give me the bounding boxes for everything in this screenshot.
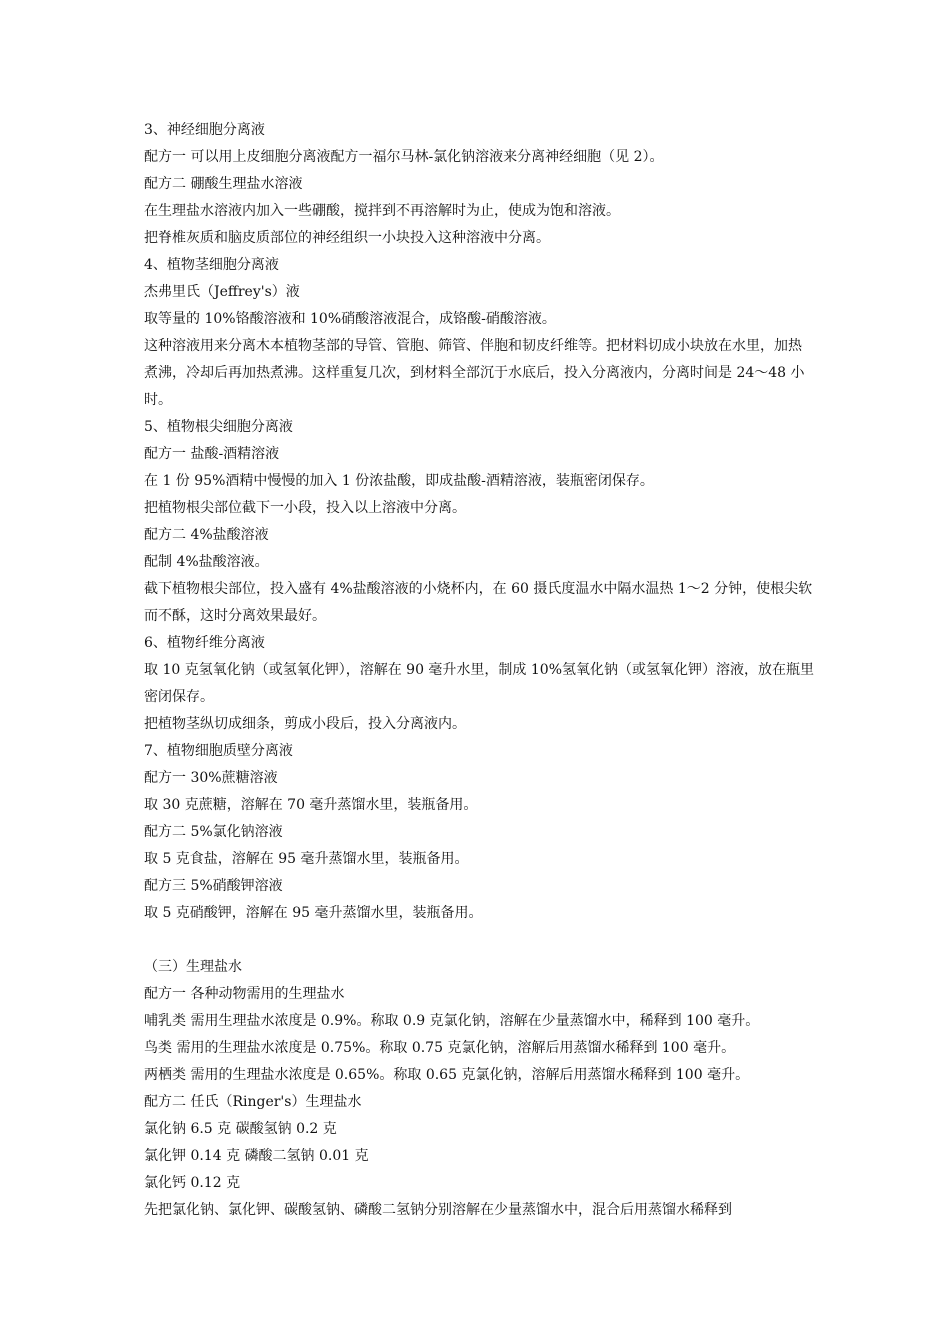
paragraph: 配方一 可以用上皮细胞分离液配方一福尔马林-氯化钠溶液来分离神经细胞（见 2）。 bbox=[144, 149, 664, 165]
section-heading-plant-fiber: 6、植物纤维分离液 bbox=[144, 635, 265, 651]
paragraph: 在 1 份 95%酒精中慢慢的加入 1 份浓盐酸，即成盐酸-酒精溶液，装瓶密闭保存。 bbox=[144, 473, 654, 489]
formula-heading: 配方二 5%氯化钠溶液 bbox=[144, 824, 283, 840]
paragraph: 配制 4%盐酸溶液。 bbox=[144, 554, 269, 570]
paragraph: 把脊椎灰质和脑皮质部位的神经组织一小块投入这种溶液中分离。 bbox=[144, 230, 550, 246]
formula-heading: 配方一 各种动物需用的生理盐水 bbox=[144, 986, 345, 1002]
section-heading-nerve-cell: 3、神经细胞分离液 bbox=[144, 122, 265, 138]
formula-heading: 配方二 任氏（Ringer's）生理盐水 bbox=[144, 1094, 362, 1110]
paragraph: 鸟类 需用的生理盐水浓度是 0.75%。称取 0.75 克氯化钠，溶解后用蒸馏水稀释到 100 毫升。 bbox=[144, 1040, 736, 1056]
section-heading-root-tip: 5、植物根尖细胞分离液 bbox=[144, 419, 293, 435]
formula-heading: 配方三 5%硝酸钾溶液 bbox=[144, 878, 283, 894]
document-body bbox=[144, 117, 814, 1224]
formula-heading: 配方一 盐酸-酒精溶液 bbox=[144, 446, 280, 462]
formula-heading: 配方二 硼酸生理盐水溶液 bbox=[144, 176, 303, 192]
paragraph: 在生理盐水溶液内加入一些硼酸，搅拌到不再溶解时为止，使成为饱和溶液。 bbox=[144, 203, 620, 219]
ingredient-line: 氯化钙 0.12 克 bbox=[144, 1175, 241, 1191]
section-heading-saline: （三）生理盐水 bbox=[144, 959, 242, 975]
paragraph: 把植物根尖部位截下一小段，投入以上溶液中分离。 bbox=[144, 500, 466, 516]
paragraph: 取 30 克蔗糖，溶解在 70 毫升蒸馏水里，装瓶备用。 bbox=[144, 797, 478, 813]
paragraph: 这种溶液用来分离木本植物茎部的导管、管胞、筛管、伴胞和韧皮纤维等。把材料切成小块放在水里，加热煮沸，冷却后再加热煮沸。这样重复几次，到材料全部沉于水底后，投入分离液内，分离时间是 24～48 小时。 bbox=[144, 338, 805, 408]
paragraph: 先把氯化钠、氯化钾、碳酸氢钠、磷酸二氢钠分别溶解在少量蒸馏水中，混合后用蒸馏水稀释到 bbox=[144, 1202, 732, 1218]
section-heading-stem-cell: 4、植物茎细胞分离液 bbox=[144, 257, 279, 273]
paragraph: 取 5 克硝酸钾，溶解在 95 毫升蒸馏水里，装瓶备用。 bbox=[144, 905, 483, 921]
formula-heading: 杰弗里氏（Jeffrey's）液 bbox=[144, 284, 300, 300]
ingredient-line: 氯化钠 6.5 克 碳酸氢钠 0.2 克 bbox=[144, 1121, 337, 1137]
paragraph: 哺乳类 需用生理盐水浓度是 0.9%。称取 0.9 克氯化钠，溶解在少量蒸馏水中，稀释到 100 毫升。 bbox=[144, 1013, 760, 1029]
paragraph: 两栖类 需用的生理盐水浓度是 0.65%。称取 0.65 克氯化钠，溶解后用蒸馏水稀释到 100 毫升。 bbox=[144, 1067, 750, 1083]
ingredient-line: 氯化钾 0.14 克 磷酸二氢钠 0.01 克 bbox=[144, 1148, 369, 1164]
paragraph: 取 5 克食盐，溶解在 95 毫升蒸馏水里，装瓶备用。 bbox=[144, 851, 469, 867]
formula-heading: 配方二 4%盐酸溶液 bbox=[144, 527, 269, 543]
paragraph: 把植物茎纵切成细条，剪成小段后，投入分离液内。 bbox=[144, 716, 466, 732]
paragraph: 取 10 克氢氧化钠（或氢氧化钾），溶解在 90 毫升水里，制成 10%氢氧化钠（或氢氧化钾）溶液，放在瓶里密闭保存。 bbox=[144, 662, 814, 705]
formula-heading: 配方一 30%蔗糖溶液 bbox=[144, 770, 278, 786]
section-heading-plasmolysis: 7、植物细胞质壁分离液 bbox=[144, 743, 293, 759]
paragraph: 取等量的 10%铬酸溶液和 10%硝酸溶液混合，成铬酸-硝酸溶液。 bbox=[144, 311, 556, 327]
paragraph: 截下植物根尖部位，投入盛有 4%盐酸溶液的小烧杯内，在 60 摄氏度温水中隔水温热 1～2 分钟，使根尖软而不酥，这时分离效果最好。 bbox=[144, 581, 813, 624]
